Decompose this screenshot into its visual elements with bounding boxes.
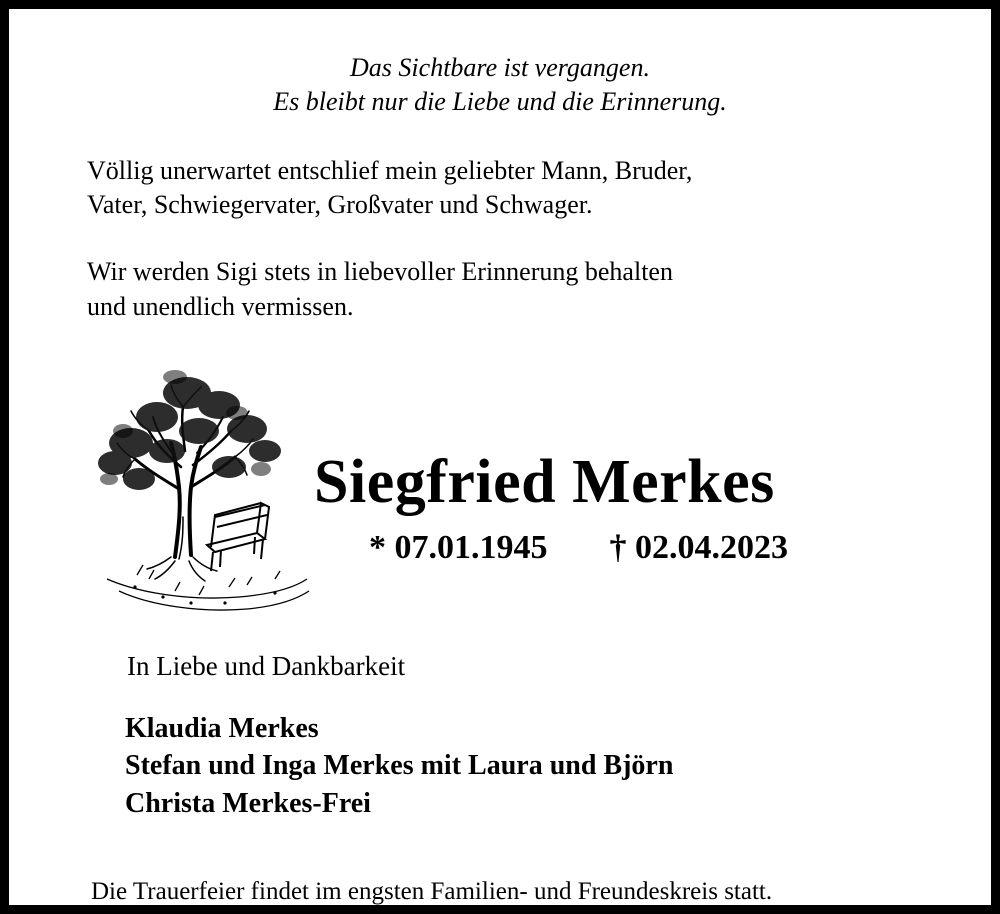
remembrance-line-1: Wir werden Sigi stets in liebevoller Erinnerung behalten [87, 257, 673, 287]
tribute-line: In Liebe und Dankbarkeit [127, 650, 406, 681]
family-line-3: Christa Merkes-Frei [125, 787, 371, 819]
birth-date: * 07.01.1945 [369, 528, 548, 566]
notice-inner [9, 9, 991, 905]
announcement-line-2: Vater, Schwiegervater, Großvater und Schwager. [87, 190, 593, 220]
remembrance-paragraph [69, 255, 931, 325]
family-list [69, 710, 931, 823]
deceased-name: Siegfried Merkes [314, 447, 775, 516]
motto [69, 51, 931, 120]
name-block [69, 347, 931, 647]
remembrance-line-2: und unendlich vermissen. [87, 292, 354, 322]
motto-line-1: Das Sichtbare ist vergangen. [350, 53, 650, 82]
family-line-1: Klaudia Merkes [125, 712, 319, 744]
announcement-paragraph [69, 154, 931, 224]
death-date: † 02.04.2023 [609, 528, 788, 566]
announcement-line-1: Völlig unerwartet entschlief mein geliebter Mann, Bruder, [87, 155, 693, 185]
motto-line-2: Es bleibt nur die Liebe und die Erinnerung. [273, 87, 727, 117]
family-line-2: Stefan und Inga Merkes mit Laura und Björn [125, 750, 674, 782]
funeral-note: Die Trauerfeier findet im engsten Familien- und Freundeskreis statt. [91, 878, 773, 906]
life-dates [369, 529, 788, 567]
